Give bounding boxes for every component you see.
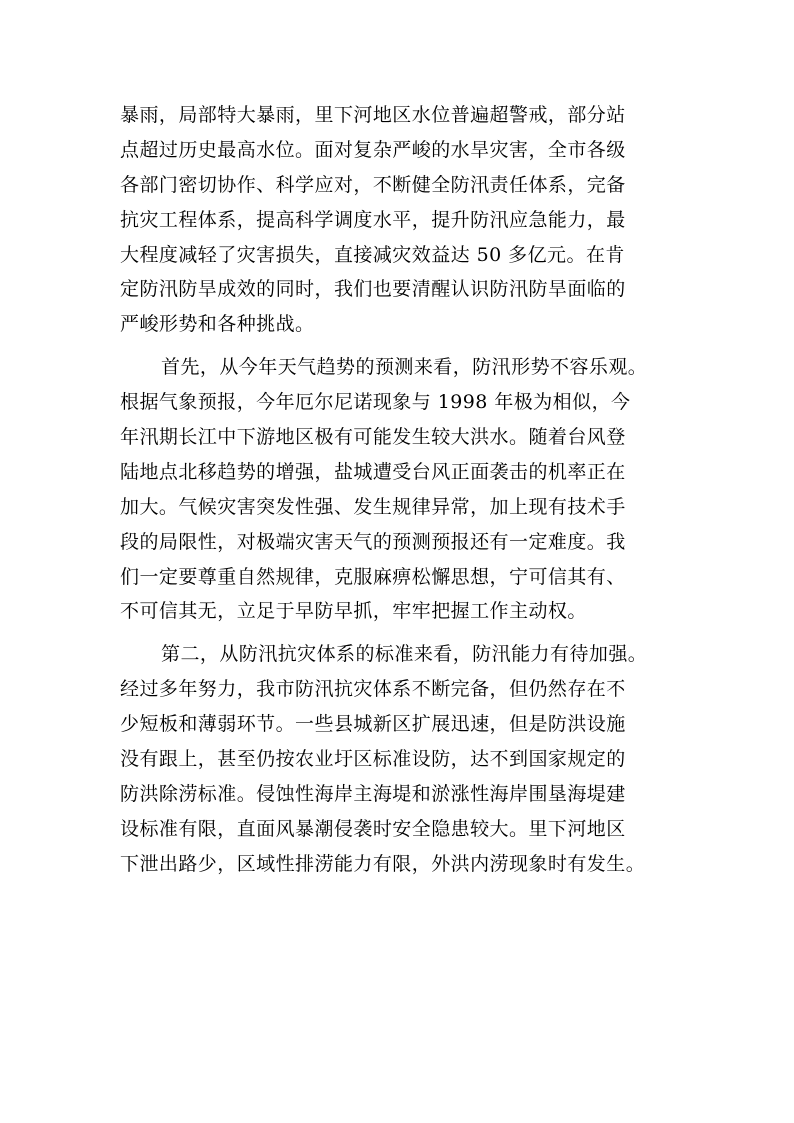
text-line: 定防汛防旱成效的同时，我们也要清醒认识防汛防旱面临的 (120, 278, 626, 301)
document-body (120, 98, 680, 882)
paragraph-1 (120, 98, 680, 342)
text-line: 段的局限性，对极端灾害天气的预测预报还有一定难度。我 (120, 530, 626, 553)
text-line: 年汛期长江中下游地区极有可能发生较大洪水。随着台风登 (120, 426, 626, 449)
text-line: 经过多年努力，我市防汛抗灾体系不断完备，但仍然存在不 (120, 678, 626, 701)
text-line: 大程度减轻了灾害损失，直接减灾效益达 50 多亿元。在肯 (120, 243, 625, 266)
text-line: 没有跟上，甚至仍按农业圩区标准设防，达不到国家规定的 (120, 748, 626, 771)
text-line: 不可信其无，立足于早防早抓，牢牢把握工作主动权。 (120, 600, 587, 623)
text-line: 设标准有限，直面风暴潮侵袭时安全隐患较大。里下河地区 (120, 817, 626, 840)
text-line: 陆地点北移趋势的增强，盐城遭受台风正面袭击的机率正在 (120, 460, 626, 483)
text-line: 下泄出路少，区域性排涝能力有限，外洪内涝现象时有发生。 (120, 852, 646, 875)
text-line: 少短板和薄弱环节。一些县城新区扩展迅速，但是防洪设施 (120, 713, 626, 736)
paragraph-spacer (120, 629, 680, 637)
paragraph-spacer (120, 342, 680, 350)
text-line: 根据气象预报，今年厄尔尼诺现象与 1998 年极为相似，今 (120, 391, 631, 414)
text-line: 第二，从防汛抗灾体系的标准来看，防汛能力有待加强。 (161, 643, 648, 666)
text-line: 暴雨，局部特大暴雨，里下河地区水位普遍超警戒，部分站 (120, 104, 626, 126)
text-line: 抗灾工程体系，提高科学调度水平，提升防汛应急能力，最 (120, 208, 626, 231)
text-line: 首先，从今年天气趋势的预测来看，防汛形势不容乐观。 (161, 356, 648, 379)
text-line: 加大。气候灾害突发性强、发生规律异常，加上现有技术手 (120, 495, 626, 518)
text-line: 严峻形势和各种挑战。 (120, 313, 315, 336)
text-line: 各部门密切协作、科学应对，不断健全防汛责任体系，完备 (120, 173, 626, 196)
text-line: 们一定要尊重自然规律，克服麻痹松懈思想，宁可信其有、 (120, 565, 626, 588)
paragraph-2 (120, 350, 680, 629)
text-line: 防洪除涝标准。侵蚀性海岸主海堤和淤涨性海岸围垦海堤建 (120, 782, 626, 805)
paragraph-3 (120, 637, 680, 881)
text-line: 点超过历史最高水位。面对复杂严峻的水旱灾害，全市各级 (120, 138, 626, 161)
